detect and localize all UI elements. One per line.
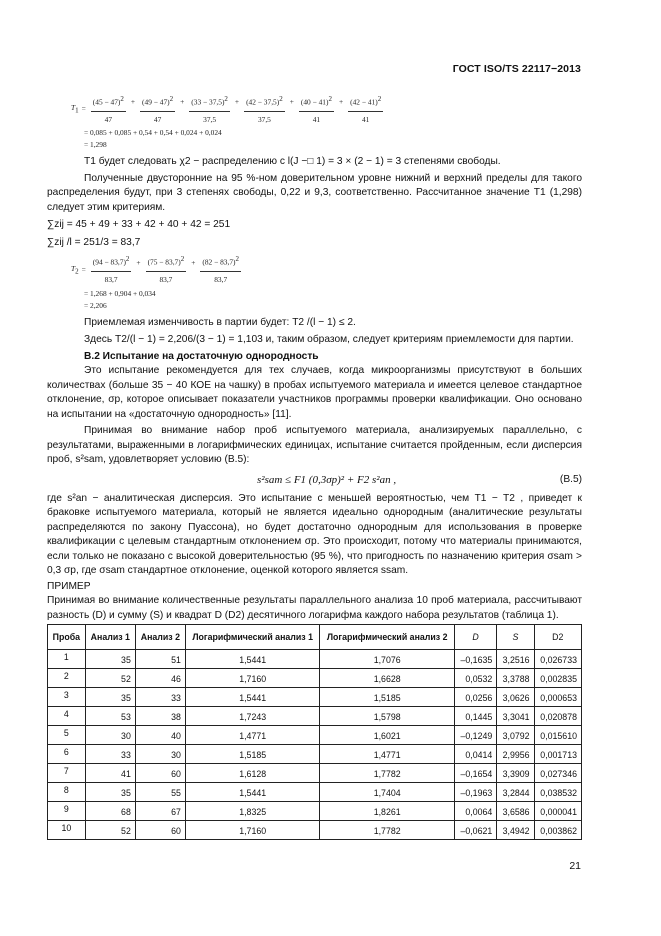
formula-b5: [47, 468, 582, 492]
table-cell: –0,1654: [454, 764, 496, 783]
table-cell: 0,003862: [534, 821, 581, 840]
table-cell: 0,038532: [534, 783, 581, 802]
table-cell: 0,0532: [454, 669, 496, 688]
table-header-cell: Проба: [48, 625, 86, 650]
table-cell: 35: [85, 650, 135, 669]
table-cell: 60: [135, 821, 185, 840]
t1-plus: +: [234, 97, 240, 107]
t1-fraction: [140, 92, 175, 127]
table-row: [48, 688, 582, 707]
table-header-row: [48, 625, 582, 650]
example-label: ПРИМЕР: [47, 580, 91, 592]
table-header-cell: D2: [534, 625, 581, 650]
t2-denominator: 83,7: [214, 275, 228, 285]
table-cell: –0,0621: [454, 821, 496, 840]
table-row: [48, 745, 582, 764]
table-cell: 3,3788: [497, 669, 534, 688]
t2-lhs: T2: [71, 263, 79, 276]
page-number: 21: [569, 860, 581, 872]
table-cell: 0,027346: [534, 764, 581, 783]
table-cell: 0,015610: [534, 726, 581, 745]
table-row: [48, 669, 582, 688]
table-header-cell: S: [497, 625, 534, 650]
formula-b5-label: (B.5): [559, 473, 582, 485]
paragraph-test-condition: Принимая во внимание набор проб испытуемого материала, анализируемых параллельно, с результатами, выраженными в логарифмических единицах, испытание считается пройденным, если дисперсия проб, s²sam, удовлетворяет условию (B.5):: [47, 425, 582, 466]
table-cell: 1,7243: [185, 707, 320, 726]
table-cell: 33: [135, 688, 185, 707]
table-cell: 0,000041: [534, 802, 581, 821]
table-cell: 6: [48, 745, 86, 764]
table-cell: 30: [85, 726, 135, 745]
t1-numerator: (42 − 41)2: [348, 92, 383, 112]
table-cell: 1,7782: [320, 821, 455, 840]
table-cell: 1,8261: [320, 802, 455, 821]
table-cell: 3,6586: [497, 802, 534, 821]
t1-line2: = 0,085 + 0,085 + 0,54 + 0,54 + 0,024 + 0,024: [84, 128, 222, 138]
table-cell: 35: [85, 783, 135, 802]
table-header-cell: D: [454, 625, 496, 650]
table-cell: 1,5441: [185, 650, 320, 669]
table-cell: 3,0626: [497, 688, 534, 707]
t1-numerator: (40 − 41)2: [299, 92, 334, 112]
table-cell: 3,4942: [497, 821, 534, 840]
table-cell: 4: [48, 707, 86, 726]
t2-denominator: 83,7: [159, 275, 173, 285]
paragraph-acceptable-variability: Приемлемая изменчивость в партии будет: T2 /(l − 1) ≤ 2.: [84, 316, 356, 328]
table-cell: 67: [135, 802, 185, 821]
table-cell: 10: [48, 821, 86, 840]
table-row: [48, 726, 582, 745]
table-cell: 3,2844: [497, 783, 534, 802]
t1-denominator: 41: [312, 114, 321, 124]
table-cell: 3,3041: [497, 707, 534, 726]
t2-numerator: (94 − 83,7)2: [91, 252, 132, 272]
table-cell: 1,7160: [185, 669, 320, 688]
t1-denominator: 47: [153, 114, 162, 124]
t2-denominator: 83,7: [104, 275, 118, 285]
table-cell: 53: [85, 707, 135, 726]
t1-numerator: (42 − 37,5)2: [244, 92, 285, 112]
table-cell: 51: [135, 650, 185, 669]
table-cell: 30: [135, 745, 185, 764]
table-cell: 1,6128: [185, 764, 320, 783]
t1-plus: +: [338, 97, 344, 107]
t2-fraction: [200, 252, 241, 287]
t2-numerator: (75 − 83,7)2: [146, 252, 187, 272]
t1-denominator: 41: [361, 114, 370, 124]
table-cell: 1,5185: [320, 688, 455, 707]
t1-plus: +: [130, 97, 136, 107]
table-cell: 0,1445: [454, 707, 496, 726]
t2-line3: = 2,206: [84, 300, 107, 310]
table-cell: 35: [85, 688, 135, 707]
t1-terms: [89, 92, 385, 127]
standard-header: ГОСТ ISO/TS 22117−2013: [452, 63, 581, 75]
table-cell: 0,020878: [534, 707, 581, 726]
t2-formula: T2 = $\frac{(94 - 83,7)2}{83,7}$ + $\frac{(75 - 83,7)2}{83,7}$ + $\frac{(82 - 83,7)2}{83,7}$: [71, 252, 582, 287]
table-cell: 52: [85, 821, 135, 840]
table-header-cell: Анализ 1: [85, 625, 135, 650]
t2-terms: [89, 252, 243, 287]
table-row: [48, 650, 582, 669]
t1-fraction: [348, 92, 383, 127]
formula-b5-expression: s²sam ≤ F1 (0,3σp)² + F2 s²an ,: [257, 473, 397, 486]
table-row: [48, 821, 582, 840]
paragraph-test-recommendation: Это испытание рекомендуется для тех случаев, когда микроорганизмы присутствуют в больших количествах (больше 35 − 40 КОЕ на чашку) в пробах испытуемого материала и имеется целевое стандартное отклонение, σp, которое описывает показатели участников программы проверки квалификации. Оно основано на испытании на «достаточную однородность» [11].: [47, 365, 582, 420]
t1-fraction: [299, 92, 334, 127]
table-cell: 1,6021: [320, 726, 455, 745]
table-body: [48, 650, 582, 840]
table-cell: 9: [48, 802, 86, 821]
t1-numerator: (33 − 37,5)2: [189, 92, 230, 112]
table-cell: –0,1963: [454, 783, 496, 802]
table-row: [48, 707, 582, 726]
table-cell: 46: [135, 669, 185, 688]
table-header-cell: Логарифмический анализ 1: [185, 625, 320, 650]
table-header-cell: Логарифмический анализ 2: [320, 625, 455, 650]
table-cell: 60: [135, 764, 185, 783]
table-cell: 5: [48, 726, 86, 745]
t2-fraction: [91, 252, 132, 287]
table-cell: 0,000653: [534, 688, 581, 707]
table-cell: 0,0414: [454, 745, 496, 764]
table-cell: 1,7782: [320, 764, 455, 783]
t1-fraction: [91, 92, 126, 127]
table-cell: 52: [85, 669, 135, 688]
paragraph-confidence-limits: Полученные двусторонние на 95 %-ном доверительном уровне нижний и верхний пределы для такого распределения будут, при 3 степенях свободы, 0,22 и 9,3, соответственно. Рассчитанное значение T1 (1,298) следует этим критериям.: [47, 172, 582, 213]
t1-formula: T1 = $\frac{(45 - 47)2}{47}$ + $\frac{(49 - 47)2}{47}$ + $\frac{(33 - 37,5)2}{37,5}$ + $\frac{(42 - 37,5)2}{37,5}$ + $\frac{(40 - 41)2}{41}$ + $\frac{(42 - 41)2}{41}$: [71, 92, 582, 127]
table-cell: 33: [85, 745, 135, 764]
paragraph-t1-distribution: T1 будет следовать χ2 − распределению с l(J −□ 1) = 3 × (2 − 1) = 3 степенями свободы.: [84, 156, 501, 168]
table-cell: 8: [48, 783, 86, 802]
table-cell: 2,9956: [497, 745, 534, 764]
table-cell: 0,026733: [534, 650, 581, 669]
table-cell: 1,6628: [320, 669, 455, 688]
table-row: [48, 783, 582, 802]
t1-denominator: 47: [104, 114, 113, 124]
t1-numerator: (49 − 47)2: [140, 92, 175, 112]
table-cell: 0,001713: [534, 745, 581, 764]
t2-numerator: (82 − 83,7)2: [200, 252, 241, 272]
table-header-cell: Анализ 2: [135, 625, 185, 650]
table-cell: 1,7160: [185, 821, 320, 840]
table-cell: 0,0256: [454, 688, 496, 707]
table-cell: 2: [48, 669, 86, 688]
table-cell: 1,5441: [185, 688, 320, 707]
table-cell: 40: [135, 726, 185, 745]
table-cell: 68: [85, 802, 135, 821]
table-cell: 1,5798: [320, 707, 455, 726]
t2-plus: +: [191, 257, 196, 267]
table-cell: 1,4771: [320, 745, 455, 764]
t2-fraction: [146, 252, 187, 287]
table-cell: 38: [135, 707, 185, 726]
paragraph-example: Принимая во внимание количественные результаты параллельного анализа 10 проб материала, рассчитывают разность (D) и сумму (S) и квадрат D (D2) десятичного логарифма каждого набора результатов (таблица 1).: [47, 595, 582, 621]
section-title: В.2 Испытание на достаточную однородность: [84, 350, 319, 362]
table-cell: 55: [135, 783, 185, 802]
page-content: [47, 86, 582, 840]
paragraph-batch-acceptance: Здесь T2/(l − 1) = 2,206/(3 − 1) = 1,103 и, таким образом, следует критериям приемлемости для партии.: [84, 334, 574, 346]
paragraph-analytical-variance: где s²an − аналитическая дисперсия. Это испытание с меньшей вероятностью, чем T1 − T2 , приведет к браковке испытуемого материала, который не является идеально однородным (аналитические результаты распределяются по закону Пуассона), но будет достаточно однородным для использования в проверке квалификации с целевым стандартным отклонением σp. Это происходит, потому что материалы принимаются, если только не показано с высокой доверительностью (95 %), что пригодность по назначению критерия σsam > 0,3 σp, где σsam стандартное отклонение, оценкой которого является ssam.: [47, 492, 582, 577]
table-cell: 1,8325: [185, 802, 320, 821]
table-cell: 0,002835: [534, 669, 581, 688]
t1-fraction: [189, 92, 230, 127]
table-cell: –0,1635: [454, 650, 496, 669]
table-cell: 1,5441: [185, 783, 320, 802]
sum-line-1: ∑zij = 45 + 49 + 33 + 42 + 40 + 42 = 251: [47, 219, 231, 231]
table-cell: 0,0064: [454, 802, 496, 821]
t2-line2: = 1,268 + 0,904 + 0,034: [84, 288, 156, 298]
table-cell: 3,2516: [497, 650, 534, 669]
table-row: [48, 764, 582, 783]
t1-line3: = 1,298: [84, 140, 107, 150]
t1-lhs: T1: [71, 103, 79, 115]
t1-denominator: 37,5: [203, 114, 217, 124]
results-table: [47, 624, 582, 840]
t1-denominator: 37,5: [257, 114, 271, 124]
table-cell: 3: [48, 688, 86, 707]
table-cell: 1,7404: [320, 783, 455, 802]
table-cell: 1,4771: [185, 726, 320, 745]
t2-plus: +: [136, 257, 141, 267]
t1-fraction: [244, 92, 285, 127]
t1-numerator: (45 − 47)2: [91, 92, 126, 112]
sum-line-2: ∑zij /l = 251/3 = 83,7: [47, 236, 141, 248]
table-cell: 1: [48, 650, 86, 669]
table-row: [48, 802, 582, 821]
table-cell: 1,5185: [185, 745, 320, 764]
table-cell: 3,0792: [497, 726, 534, 745]
t1-plus: +: [289, 97, 294, 107]
table-cell: 1,7076: [320, 650, 455, 669]
table-cell: 41: [85, 764, 135, 783]
table-cell: 3,3909: [497, 764, 534, 783]
table-cell: –0,1249: [454, 726, 496, 745]
table-cell: 7: [48, 764, 86, 783]
t1-plus: +: [180, 97, 185, 107]
